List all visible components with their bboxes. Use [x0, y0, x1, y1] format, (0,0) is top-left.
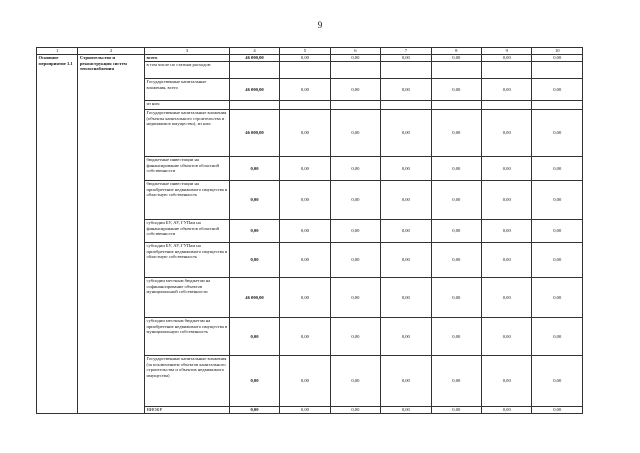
- value-cell: 0,00: [431, 407, 481, 414]
- header-cell: 5: [280, 48, 330, 55]
- value-cell: 0,00: [532, 356, 583, 407]
- row-label: субсидии БУ, АУ, ГУПам на финансирование объектов областной собственности: [144, 220, 229, 243]
- value-cell: 0,00: [532, 220, 583, 243]
- header-cell: 10: [532, 48, 583, 55]
- value-cell: 0,00: [280, 278, 330, 318]
- header-cell: 7: [381, 48, 431, 55]
- value-cell: 0,00: [532, 157, 583, 181]
- value-cell: 0,00: [229, 356, 279, 407]
- value-cell: 0,00: [532, 110, 583, 157]
- row-label: из них:: [144, 101, 229, 110]
- value-cell: 0,00: [532, 55, 583, 62]
- value-cell: 0,00: [330, 318, 380, 356]
- value-cell: 0,00: [381, 157, 431, 181]
- value-cell: 0,00: [381, 79, 431, 101]
- value-cell: 0,00: [532, 79, 583, 101]
- activity-cell: Основное мероприятие 1.1: [37, 55, 78, 414]
- value-cell: [532, 101, 583, 110]
- value-cell: 46 000,00: [229, 278, 279, 318]
- value-cell: 0,00: [330, 110, 380, 157]
- value-cell: 0,00: [482, 356, 532, 407]
- value-cell: 0,00: [431, 55, 481, 62]
- header-row: [37, 48, 583, 55]
- value-cell: 0,00: [330, 243, 380, 278]
- value-cell: [482, 101, 532, 110]
- value-cell: 0,00: [431, 157, 481, 181]
- value-cell: 0,00: [381, 278, 431, 318]
- value-cell: 0,00: [229, 220, 279, 243]
- value-cell: 0,00: [431, 110, 481, 157]
- activity-name-cell: Строительство и реконструкция систем теплоснабжения: [78, 55, 145, 414]
- value-cell: [431, 62, 481, 79]
- row-label: Государственные капитальные вложения (за исключением объектов капитального строительства и объектов недвижимого имущества): [144, 356, 229, 407]
- row-label: НИОКР: [144, 407, 229, 414]
- value-cell: 0,00: [330, 356, 380, 407]
- value-cell: 0,00: [482, 407, 532, 414]
- value-cell: [431, 101, 481, 110]
- row-label: Государственные капитальные вложения (объекты капитального строительства и недвижимое имущество), из них:: [144, 110, 229, 157]
- value-cell: 0,00: [532, 407, 583, 414]
- value-cell: [330, 101, 380, 110]
- value-cell: [229, 101, 279, 110]
- budget-table: [36, 47, 583, 414]
- value-cell: 0,00: [532, 318, 583, 356]
- value-cell: 0,00: [431, 220, 481, 243]
- value-cell: 0,00: [381, 220, 431, 243]
- value-cell: 0,00: [482, 79, 532, 101]
- value-cell: [482, 62, 532, 79]
- header-cell: 1: [37, 48, 78, 55]
- value-cell: 0,00: [381, 318, 431, 356]
- value-cell: 0,00: [280, 243, 330, 278]
- value-cell: 0,00: [381, 243, 431, 278]
- value-cell: 0,00: [431, 79, 481, 101]
- header-cell: 6: [330, 48, 380, 55]
- value-cell: 0,00: [229, 181, 279, 220]
- value-cell: 0,00: [229, 407, 279, 414]
- header-cell: 4: [229, 48, 279, 55]
- row-label: субсидии местным бюджетам на софинансирование объектов муниципальной собственности: [144, 278, 229, 318]
- value-cell: 0,00: [280, 79, 330, 101]
- value-cell: 0,00: [532, 181, 583, 220]
- value-cell: 0,00: [381, 55, 431, 62]
- value-cell: 0,00: [381, 407, 431, 414]
- value-cell: 0,00: [229, 243, 279, 278]
- row-label: бюджетные инвестиции на финансирование объектов областной собственности: [144, 157, 229, 181]
- value-cell: 0,00: [532, 278, 583, 318]
- value-cell: 0,00: [482, 55, 532, 62]
- value-cell: 0,00: [330, 220, 380, 243]
- header-cell: 2: [78, 48, 145, 55]
- value-cell: 0,00: [280, 220, 330, 243]
- value-cell: 0,00: [229, 157, 279, 181]
- value-cell: 0,00: [482, 318, 532, 356]
- value-cell: [381, 101, 431, 110]
- value-cell: 0,00: [381, 356, 431, 407]
- row-label: субсидии местным бюджетам на приобретение недвижимого имущества в муниципальную собственность: [144, 318, 229, 356]
- header-cell: 3: [144, 48, 229, 55]
- value-cell: 0,00: [280, 55, 330, 62]
- value-cell: 0,00: [431, 356, 481, 407]
- row-label: в том числе по статьям расходов:: [144, 62, 229, 79]
- value-cell: 0,00: [482, 278, 532, 318]
- table-row: [37, 55, 583, 62]
- value-cell: [330, 62, 380, 79]
- page-number: 9: [317, 20, 323, 30]
- value-cell: 0,00: [280, 318, 330, 356]
- value-cell: 0,00: [330, 157, 380, 181]
- value-cell: 46 000,00: [229, 110, 279, 157]
- value-cell: 0,00: [431, 243, 481, 278]
- value-cell: 0,00: [330, 55, 380, 62]
- value-cell: 0,00: [381, 181, 431, 220]
- row-label: субсидии БУ, АУ, ГУПам на приобретение недвижимого имущества в областную собственность: [144, 243, 229, 278]
- value-cell: 0,00: [482, 181, 532, 220]
- header-cell: 8: [431, 48, 481, 55]
- value-cell: 46 000,00: [229, 79, 279, 101]
- value-cell: 0,00: [280, 110, 330, 157]
- value-cell: [381, 62, 431, 79]
- value-cell: 0,00: [280, 157, 330, 181]
- value-cell: [229, 62, 279, 79]
- value-cell: 0,00: [280, 181, 330, 220]
- value-cell: 0,00: [330, 79, 380, 101]
- row-label: всего: [144, 55, 229, 62]
- value-cell: 0,00: [381, 110, 431, 157]
- value-cell: 0,00: [532, 243, 583, 278]
- header-cell: 9: [482, 48, 532, 55]
- value-cell: 0,00: [280, 407, 330, 414]
- value-cell: 0,00: [482, 157, 532, 181]
- row-label: Государственные капитальные вложения, всего: [144, 79, 229, 101]
- value-cell: 0,00: [431, 318, 481, 356]
- value-cell: 46 000,00: [229, 55, 279, 62]
- value-cell: 0,00: [482, 220, 532, 243]
- value-cell: 0,00: [280, 356, 330, 407]
- value-cell: 0,00: [482, 243, 532, 278]
- value-cell: 0,00: [482, 110, 532, 157]
- value-cell: [532, 62, 583, 79]
- value-cell: 0,00: [330, 407, 380, 414]
- value-cell: [280, 62, 330, 79]
- value-cell: 0,00: [229, 318, 279, 356]
- value-cell: [280, 101, 330, 110]
- value-cell: 0,00: [330, 181, 380, 220]
- value-cell: 0,00: [431, 181, 481, 220]
- value-cell: 0,00: [431, 278, 481, 318]
- row-label: бюджетные инвестиции на приобретение недвижимого имущества в областную собственность: [144, 181, 229, 220]
- value-cell: 0,00: [330, 278, 380, 318]
